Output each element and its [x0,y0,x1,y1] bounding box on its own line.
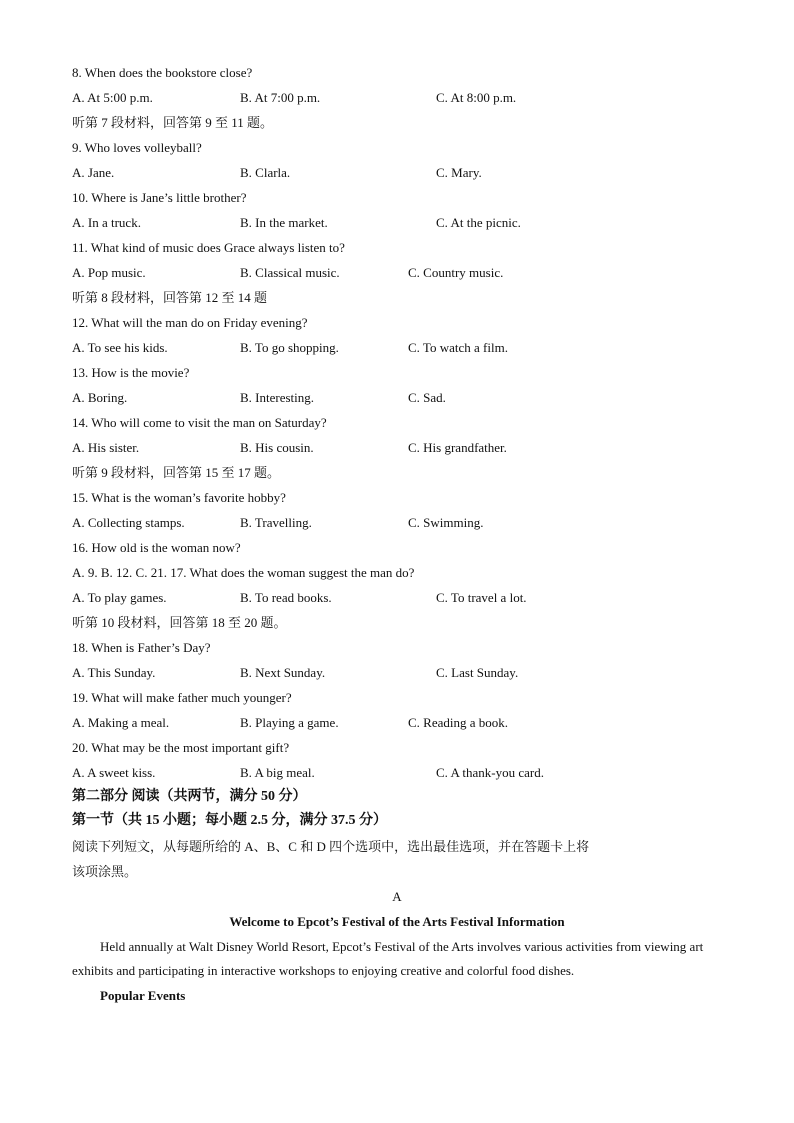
popular-events-heading: Popular Events [100,988,186,1003]
options-row [72,337,722,359]
option-c: C. Country music. [408,265,504,280]
passage-body: Held annually at Walt Disney World Resort, Epcot’s Festival of the Arts involves various activities from viewing art exhibits and participating in interactive workshops to enjoying creative and colorful food dishes. [72,939,704,978]
option-c: C. At 8:00 p.m. [436,90,517,105]
option-c: C. A thank-you card. [436,765,544,780]
section-heading: 听第 10 段材料，回答第 18 至 20 题。 [72,615,287,630]
instruction-line-2: 该项涂黑。 [72,864,138,879]
option-c: C. Last Sunday. [436,665,519,680]
instruction-line-1: 阅读下列短文，从每题所给的 A、B、C 和 D 四个选项中，选出最佳选项，并在答题卡上将 [72,839,590,854]
option-a: A. To see his kids. [72,340,168,355]
option-b: B. A big meal. [240,765,315,780]
option-b: B. In the market. [240,215,328,230]
passage-title: Welcome to Epcot’s Festival of the Arts Festival Information [229,914,565,929]
option-c: C. At the picnic. [436,215,521,230]
question-stem: A. 9. B. 12. C. 21. 17. What does the woman suggest the man do? [72,565,415,580]
question-stem: 8. When does the bookstore close? [72,65,253,80]
question-stem: 13. How is the movie? [72,365,190,380]
option-a: A. This Sunday. [72,665,156,680]
passage-letter: A [392,889,402,904]
option-b: B. At 7:00 p.m. [240,90,321,105]
option-c: C. Swimming. [408,515,484,530]
question-stem: 15. What is the woman’s favorite hobby? [72,490,286,505]
options-row [72,512,722,534]
options-row [72,712,722,734]
option-b: B. Travelling. [240,515,312,530]
question-stem: 12. What will the man do on Friday evening? [72,315,308,330]
options-row [72,587,722,609]
option-c: C. Mary. [436,165,482,180]
options-row [72,162,722,184]
question-stem: 20. What may be the most important gift? [72,740,290,755]
section-heading: 听第 9 段材料，回答第 15 至 17 题。 [72,465,281,480]
options-row [72,437,722,459]
option-a: A. His sister. [72,440,140,455]
option-c: C. Sad. [408,390,446,405]
option-c: C. To watch a film. [408,340,508,355]
option-a: A. Pop music. [72,265,146,280]
question-stem: 19. What will make father much younger? [72,690,292,705]
option-b: B. Playing a game. [240,715,339,730]
section-heading: 听第 7 段材料，回答第 9 至 11 题。 [72,115,274,130]
options-row [72,387,722,409]
option-a: A. In a truck. [72,215,141,230]
question-stem: 16. How old is the woman now? [72,540,241,555]
option-b: B. His cousin. [240,440,314,455]
option-c: C. His grandfather. [408,440,507,455]
options-row [72,212,722,234]
option-a: A. Jane. [72,165,115,180]
option-a: A. To play games. [72,590,167,605]
option-b: B. Interesting. [240,390,315,405]
option-b: B. To read books. [240,590,332,605]
options-row [72,662,722,684]
option-a: A. A sweet kiss. [72,765,156,780]
question-stem: 9. Who loves volleyball? [72,140,202,155]
options-row [72,262,722,284]
question-stem: 11. What kind of music does Grace always listen to? [72,240,345,255]
option-b: B. Classical music. [240,265,340,280]
option-a: A. Boring. [72,390,128,405]
section1-title: 第一节（共 15 小题；每小题 2.5 分，满分 37.5 分） [72,813,387,828]
section-heading: 听第 8 段材料，回答第 12 至 14 题 [72,290,268,305]
question-stem: 14. Who will come to visit the man on Saturday? [72,415,327,430]
question-stem: 10. Where is Jane’s little brother? [72,190,247,205]
option-a: A. Collecting stamps. [72,515,185,530]
option-b: B. Next Sunday. [240,665,326,680]
option-a: A. Making a meal. [72,715,170,730]
option-a: A. At 5:00 p.m. [72,90,153,105]
options-row [72,762,722,784]
option-c: C. To travel a lot. [436,590,527,605]
question-stem: 18. When is Father’s Day? [72,640,211,655]
option-b: B. To go shopping. [240,340,339,355]
option-c: C. Reading a book. [408,715,509,730]
part2-title: 第二部分 阅读（共两节，满分 50 分） [72,789,307,804]
options-row [72,87,722,109]
option-b: B. Clarla. [240,165,291,180]
